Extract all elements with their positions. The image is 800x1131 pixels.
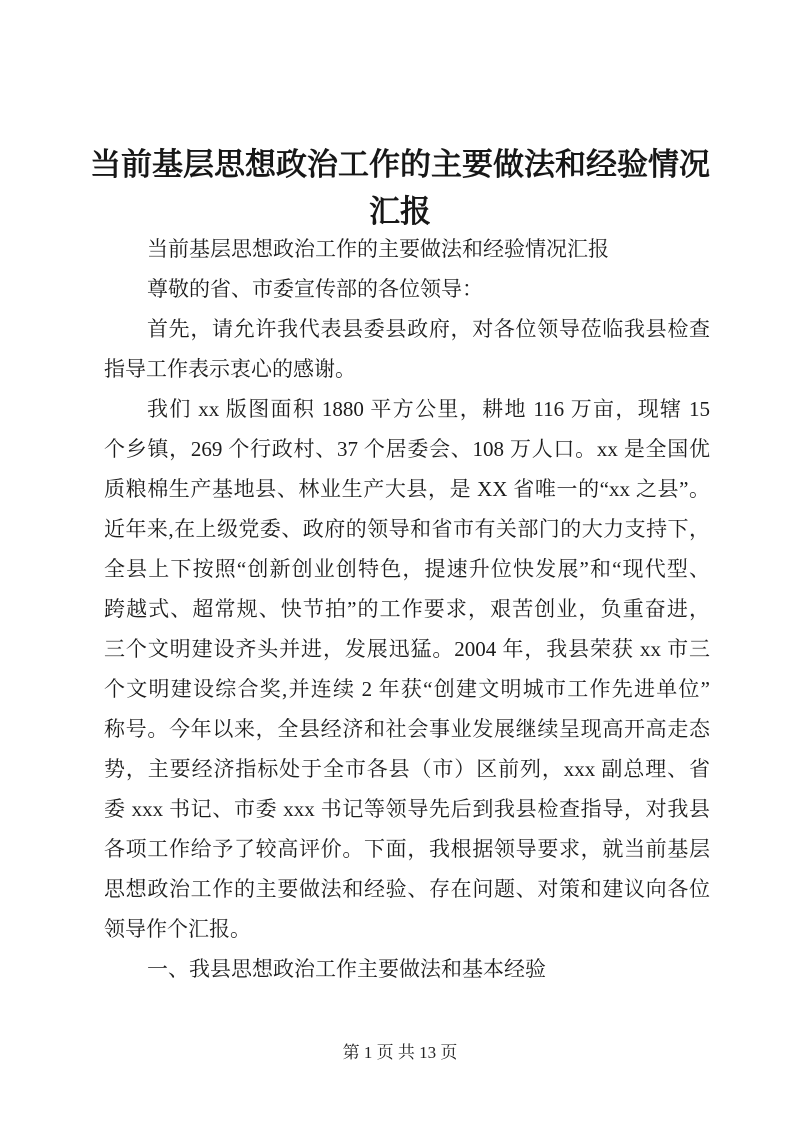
body-line: 各项工作给予了较高评价。下面，我根据领导要求，就当前基层 [104, 837, 710, 861]
body-line: 一、我县思想政治工作主要做法和基本经验 [147, 957, 546, 981]
body-line: 跨越式、超常规、快节拍”的工作要求，艰苦创业，负重奋进， [104, 597, 710, 621]
document-body [104, 229, 710, 989]
page-number-text: 第 1 页 共 13 页 [342, 1043, 458, 1062]
body-line: 我们 xx 版图面积 1880 平方公里，耕地 116 万亩，现辖 15 [147, 397, 710, 421]
body-line: 近年来,在上级党委、政府的领导和省市有关部门的大力支持下， [104, 517, 710, 541]
body-line: 指导工作表示衷心的感谢。 [104, 357, 356, 381]
body-line: 个文明建设综合奖,并连续 2 年获“创建文明城市工作先进单位” [104, 677, 710, 701]
body-line: 势，主要经济指标处于全市各县（市）区前列，xxx 副总理、省 [104, 757, 710, 781]
body-line: 尊敬的省、市委宣传部的各位领导： [147, 277, 483, 301]
body-line: 领导作个汇报。 [104, 917, 251, 941]
body-line: 委 xxx 书记、市委 xxx 书记等领导先后到我县检查指导，对我县 [104, 797, 710, 821]
document-title-line-2: 汇报 [369, 194, 431, 229]
body-line: 首先，请允许我代表县委县政府，对各位领导莅临我县检查 [147, 317, 710, 341]
body-line: 称号。今年以来，全县经济和社会事业发展继续呈现高开高走态 [104, 717, 710, 741]
body-line: 全县上下按照“创新创业创特色，提速升位快发展”和“现代型、 [104, 557, 710, 581]
body-line: 个乡镇，269 个行政村、37 个居委会、108 万人口。xx 是全国优 [104, 437, 710, 461]
body-line: 当前基层思想政治工作的主要做法和经验情况汇报 [147, 237, 609, 261]
document-title-line-1: 当前基层思想政治工作的主要做法和经验情况 [90, 147, 710, 182]
body-line: 思想政治工作的主要做法和经验、存在问题、对策和建议向各位 [104, 877, 710, 901]
body-line: 三个文明建设齐头并进，发展迅猛。2004 年，我县荣获 xx 市三 [104, 637, 710, 661]
body-line: 质粮棉生产基地县、林业生产大县，是 XX 省唯一的“xx 之县”。 [104, 477, 710, 501]
document-title [80, 141, 720, 235]
page-footer [0, 1041, 800, 1065]
